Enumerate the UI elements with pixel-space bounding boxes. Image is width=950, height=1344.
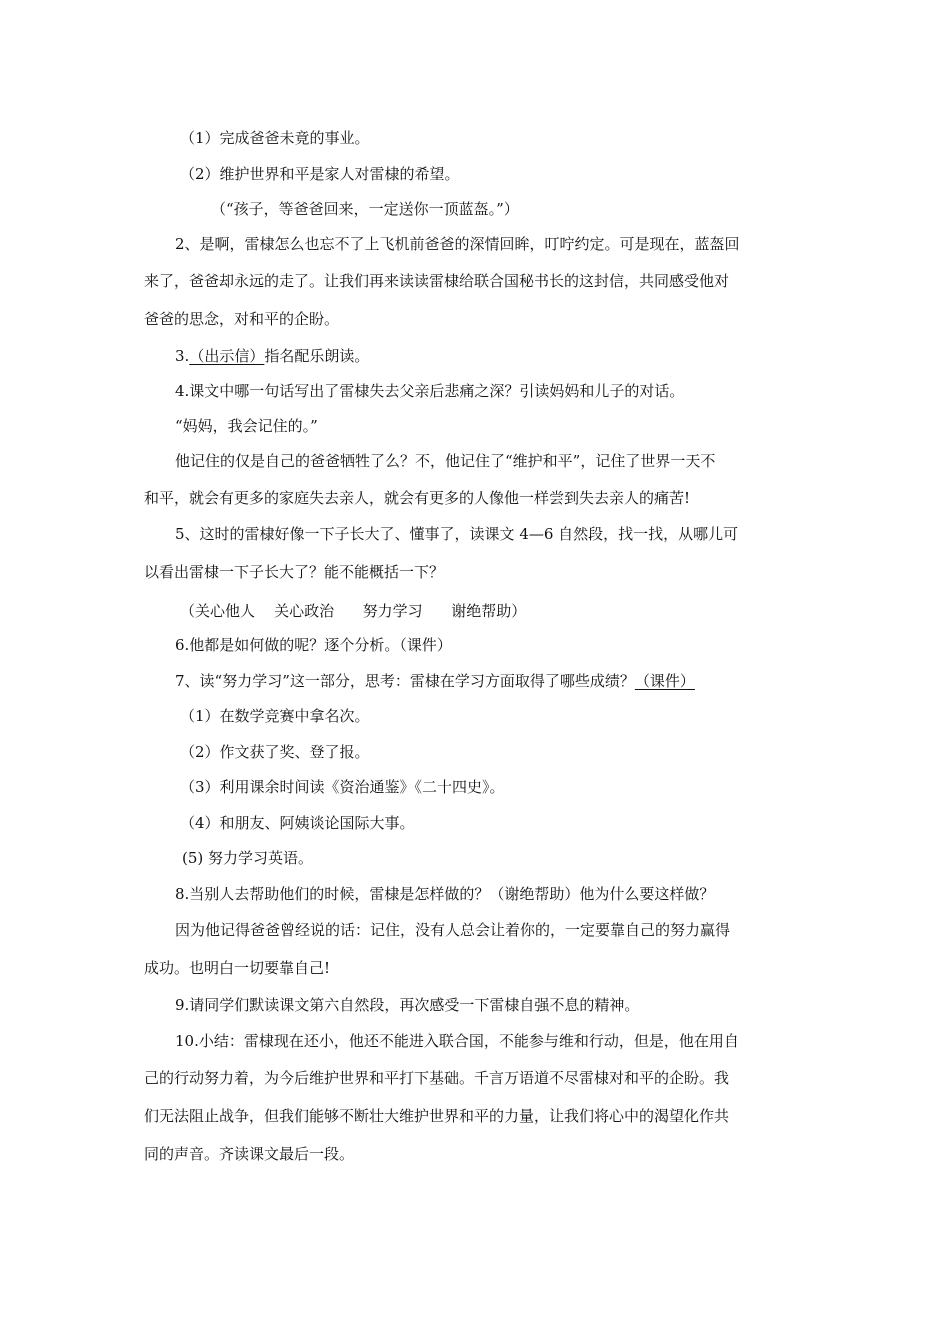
text-line: “妈妈，我会记住的。” (175, 417, 318, 435)
text-line: 4.课文中哪一句话写出了雷棣失去父亲后悲痛之深？引读妈妈和儿子的对话。 (175, 382, 685, 400)
text-line: 己的行动努力着，为今后维护世界和平打下基础。千言万语道不尽雷棣对和平的企盼。我 (144, 1069, 730, 1087)
underlined-reference: （课件） (634, 672, 695, 690)
text-line: 因为他记得爸爸曾经说的话：记住，没有人总会让着你的，一定要靠自己的努力赢得 (175, 921, 731, 939)
text-line: 爸爸的思念，对和平的企盼。 (144, 310, 340, 328)
text-line: 6.他都是如何做的呢？逐个分析。（课件） (175, 636, 452, 654)
text-line: （3）利用课余时间读《资治通鉴》《二十四史》。 (180, 778, 505, 796)
text-line: 8.当别人去帮助他们的时候，雷棣是怎样做的？（谢绝帮助）他为什么要这样做？ (175, 885, 715, 903)
text-line: 10.小结：雷棣现在还小，他还不能进入联合国，不能参与维和行动，但是，他在用自 (175, 1032, 739, 1050)
text-line: 来了，爸爸却永远的走了。让我们再来读读雷棣给联合国秘书长的这封信，共同感受他对 (144, 272, 730, 290)
text-line: 同的声音。齐读课文最后一段。 (144, 1145, 355, 1163)
text-line: （1）在数学竞赛中拿名次。 (180, 707, 370, 725)
text-line: 9.请同学们默读课文第六自然段，再次感受一下雷棣自强不息的精神。 (175, 996, 640, 1014)
text-line: 和平，就会有更多的家庭失去亲人，就会有更多的人像他一样尝到失去亲人的痛苦! (144, 489, 691, 507)
text-line: 成功。也明白一切要靠自己! (144, 959, 331, 977)
text-line: 们无法阻止战争，但我们能够不断壮大维护世界和平的力量，让我们将心中的渴望化作共 (144, 1107, 730, 1125)
text-line: （4）和朋友、阿姨谈论国际大事。 (180, 814, 415, 832)
text-fragment: 7、读“努力学习”这一部分，思考：雷棣在学习方面取得了哪些成绩？ (175, 672, 635, 690)
text-fragment: 指名配乐朗读。 (264, 347, 370, 365)
text-fragment: 3. (175, 347, 190, 365)
text-line: （2）作文获了奖、登了报。 (180, 743, 370, 761)
text-line: 以看出雷棣一下子长大了？能不能概括一下？ (144, 563, 445, 581)
underlined-reference: （出示信） (189, 347, 265, 365)
text-line: （1）完成爸爸未竟的事业。 (180, 129, 370, 147)
text-line: （“孩子，等爸爸回来，一定送你一顶蓝盔。”） (211, 200, 519, 218)
text-line: (5) 努力学习英语。 (182, 849, 314, 867)
text-line (175, 671, 695, 691)
text-line: （2）维护世界和平是家人对雷棣的希望。 (180, 165, 460, 183)
text-line (175, 346, 369, 366)
text-line: （关心他人 关心政治 努力学习 谢绝帮助） (180, 602, 527, 620)
text-line: 2、是啊，雷棣怎么也忘不了上飞机前爸爸的深情回眸，叮咛约定。可是现在，蓝盔回 (175, 235, 740, 253)
text-line: 他记住的仅是自己的爸爸牺牲了么？不，他记住了“维护和平”，记住了世界一天不 (175, 452, 716, 470)
text-line: 5、这时的雷棣好像一下子长大了、懂事了，读课文 4—6 自然段，找一找，从哪儿可 (175, 525, 739, 543)
